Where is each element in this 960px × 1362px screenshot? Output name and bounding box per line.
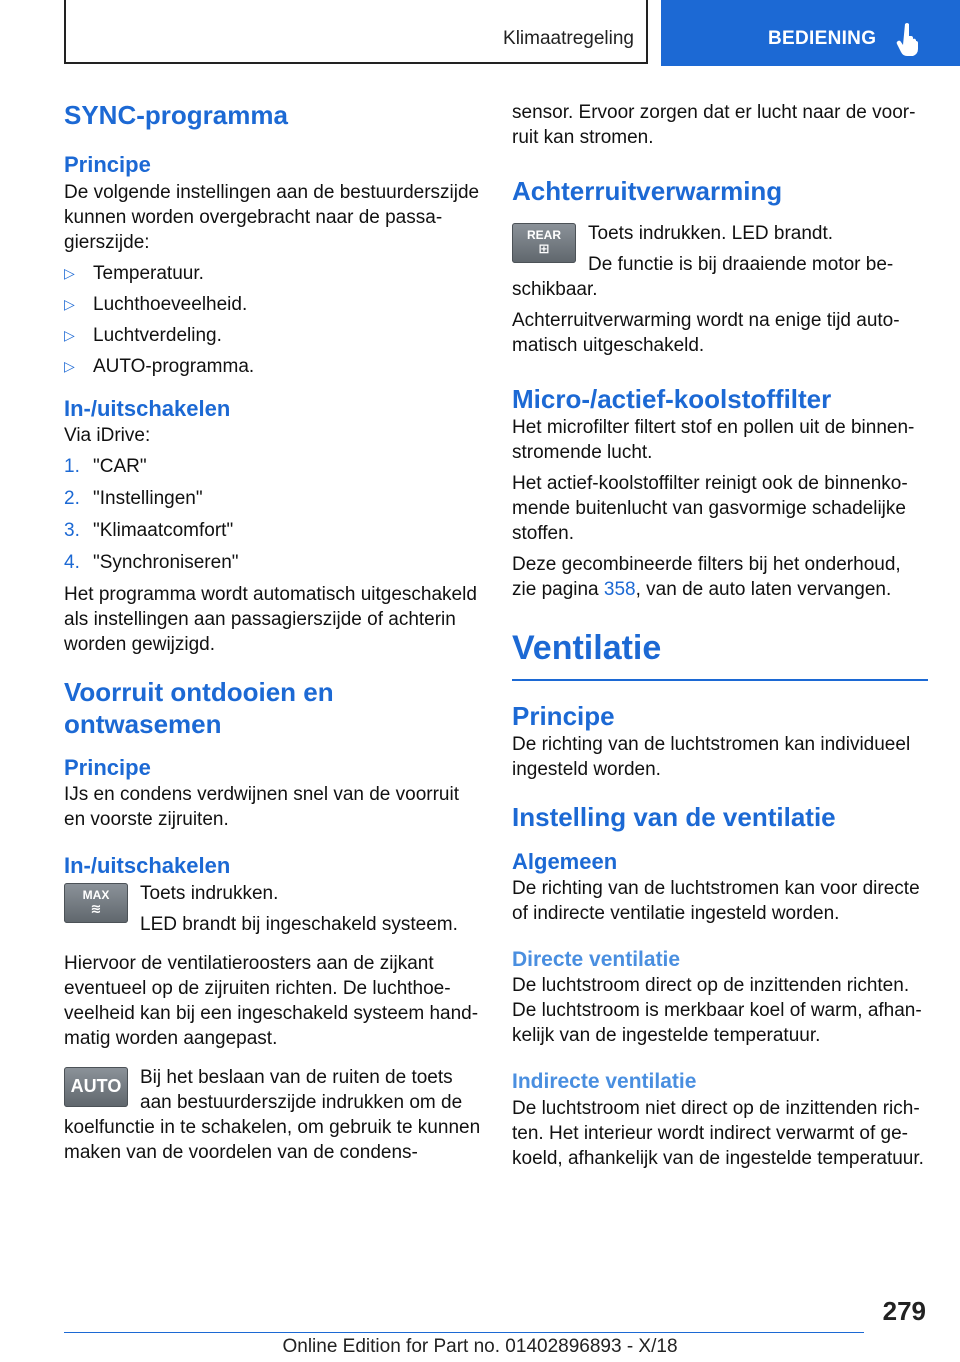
right-column [512, 100, 928, 1177]
algemeen-heading: Algemeen [512, 848, 618, 874]
achterruit-title: Achterruitverwarming [512, 176, 783, 206]
auto-block [64, 1065, 482, 1165]
indirect-heading: Indirecte ventilatie [512, 1070, 697, 1094]
auto-button-icon: AUTO [64, 1067, 128, 1107]
section-tab [64, 0, 648, 64]
max-defrost-button-icon: MAX ≋ [64, 883, 128, 923]
principe-text: IJs en condens verdwijnen snel van de voorruit en voorste zijruiten. [64, 784, 460, 831]
list-item: ▷ AUTO-programma. [64, 354, 482, 379]
sync-end-text: Het programma wordt automatisch uitgeschakeld als instellingen aan passagierszijde of achterin worden gewijzigd. [64, 584, 477, 656]
list-item: 3. "Klimaatcomfort" [64, 520, 234, 542]
left-column [64, 100, 482, 1171]
micro-text-3: Deze gecombineerde filters bij het onderhoud, zie pagina 358, van de auto laten vervangen. [512, 554, 901, 601]
list-item: ▷ Luchtverdeling. [64, 323, 482, 348]
footer-divider [64, 1332, 864, 1333]
principe-heading: Principe [512, 701, 615, 732]
pointing-hand-icon [896, 22, 920, 56]
principe-text: De richting van de luchtstromen kan individueel ingesteld worden. [512, 734, 911, 781]
rear-defrost-block [512, 221, 928, 302]
micro-text-1: Het microfilter filtert stof en pollen uit de binnenstromende lucht. [512, 417, 915, 464]
rear-text-3: Achterruitverwarming wordt na enige tijd automatisch uitgeschakeld. [512, 310, 900, 357]
direct-text: De luchtstroom direct op de inzittenden richten. De luchtstroom is merkbaar koel of warm, afhankelijk van de ingestelde temperatuur. [512, 975, 922, 1047]
page-header [0, 0, 960, 66]
micro-title: Micro-/actief-koolstoffilter [512, 384, 832, 415]
inuit-heading: In-/uitschakelen [64, 853, 231, 879]
rear-defrost-button-icon: REAR ⊞ [512, 223, 576, 263]
chapter-title: BEDIENING [768, 28, 877, 49]
footer-edition: Online Edition for Part no. 01402896893 - X/18 [282, 1336, 678, 1357]
principe-heading: Principe [64, 754, 151, 780]
sync-title: SYNC-programma [64, 100, 288, 130]
steps-list [64, 454, 482, 575]
voorruit-title: Voorruit ontdooien en ontwasemen [64, 677, 334, 739]
via-idrive-text: Via iDrive: [64, 425, 151, 447]
ventilatie-title: Ventilatie [512, 628, 928, 681]
chapter-tab [661, 0, 960, 66]
algemeen-text: De richting van de luchtstromen kan voor directe of indirecte ventilatie ingesteld worden. [512, 878, 920, 925]
max-defrost-block [64, 881, 482, 943]
rear-text-2: De functie is bij draaiende motor beschikbaar. [512, 254, 894, 301]
indirect-text: De luchtstroom niet direct op de inzittenden richten. Het interieur wordt indirect verwarmt of gekoeld, afhankelijk van de ingestelde temperatuur. [512, 1097, 924, 1169]
hiervoor-text: Hiervoor de ventilatieroosters aan de zijkant eventueel op de zijruiten richten. De luchthoeveelheid kan bij een ingeschakeld systeem handmatig worden aangepast. [64, 952, 479, 1049]
inuit-heading: In-/uitschakelen [64, 395, 231, 421]
list-item: 2. "Instellingen" [64, 488, 203, 510]
list-item: 1. "CAR" [64, 456, 147, 478]
section-title: Klimaatregeling [503, 28, 634, 49]
principe-heading: Principe [64, 152, 151, 178]
max-text-1: Toets indrukken. [140, 882, 279, 904]
list-item: ▷ Temperatuur. [64, 261, 482, 286]
direct-heading: Directe ventilatie [512, 948, 681, 972]
settings-list [64, 261, 482, 379]
page-link[interactable]: 358 [603, 579, 636, 601]
principe-text: De volgende instellingen aan de bestuurderszijde kunnen worden overgebracht naar de passagierszijde: [64, 181, 480, 253]
rear-text-1: Toets indrukken. LED brandt. [588, 223, 834, 245]
list-item: 4. "Synchroniseren" [64, 552, 239, 574]
continued-text: sensor. Ervoor zorgen dat er lucht naar de voorruit kan stromen. [512, 102, 916, 148]
instelling-heading: Instelling van de ventilatie [512, 802, 836, 833]
auto-text: Bij het beslaan van de ruiten de toets aan bestuurderszijde indrukken om de koelfunctie in te schakelen, om gebruik te kunnen maken van de voordelen van de condens- [64, 1066, 481, 1163]
page-number: 279 [882, 1296, 926, 1326]
max-text-2: LED brandt bij ingeschakeld systeem. [140, 913, 458, 935]
micro-text-2: Het actief-koolstoffilter reinigt ook de binnenkomende buitenlucht van gasvormige schadelijke stoffen. [512, 473, 908, 545]
list-item: ▷ Luchthoeveelheid. [64, 292, 482, 317]
